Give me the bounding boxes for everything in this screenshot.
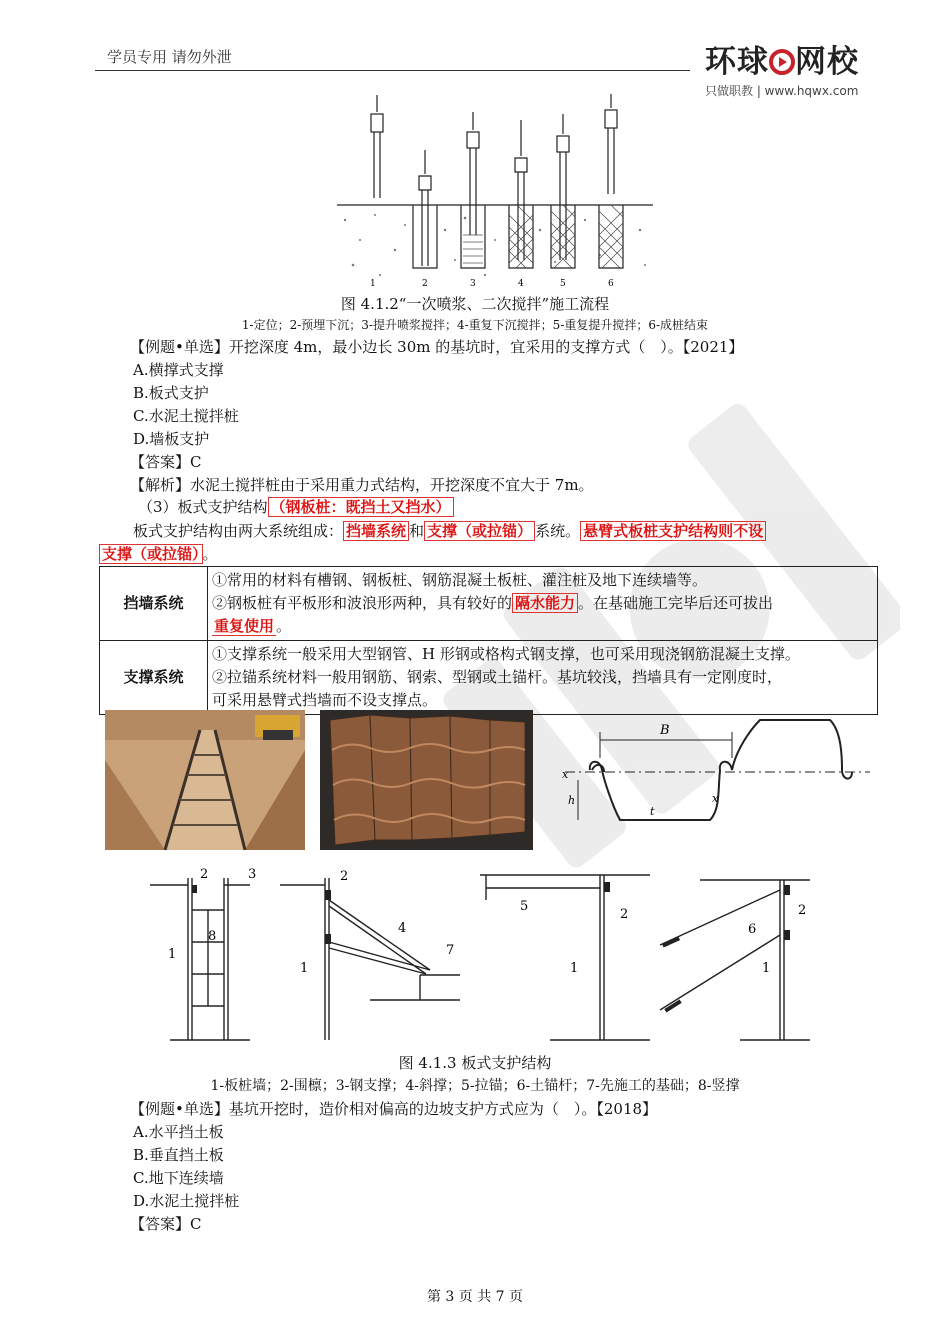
highlight-support-system: 支撑（或拉锚）: [424, 521, 535, 541]
q2-option-a: A.水平挡土板: [133, 1123, 224, 1141]
section-heading: [138, 496, 454, 517]
q1-stem: 【例题•单选】开挖深度 4m，最小边长 30m 的基坑时，宜采用的支撑方式（ ）。【2021】: [130, 338, 744, 356]
fig2-label-2b: 2: [340, 869, 349, 884]
q1-analysis: 【解析】水泥土搅拌桩由于采用重力式结构，开挖深度不宜大于 7m。: [130, 476, 594, 494]
fig2-label-1a: 1: [168, 947, 177, 962]
step-label-1: 1: [370, 279, 376, 289]
header-divider: [95, 70, 690, 71]
section-heading-text: （3）板式支护结构: [138, 498, 268, 516]
play-circle-icon: [769, 49, 795, 75]
table-row: [100, 641, 878, 715]
fig2-label-4: 4: [398, 921, 407, 936]
section-paragraph-line1: 板式支护结构由两大系统组成： 挡墙系统 和 支撑（或拉锚） 系统。 悬臂式板桩支护结构则不设: [133, 520, 766, 541]
profile-label-x-left: x: [562, 768, 569, 781]
table-row-head: 挡墙系统: [100, 567, 208, 641]
q1-option-d: D.墙板支护: [133, 430, 210, 448]
highlight-cantilever-note: 悬臂式板桩支护结构则不设: [580, 521, 766, 541]
q1-option-a: A.横撑式支撑: [133, 361, 224, 379]
fig2-label-8: 8: [208, 929, 217, 944]
sheet-pile-profile-drawing: [560, 710, 880, 840]
highlight-reuse: 重复使用: [214, 617, 275, 635]
figure2-caption: 图 4.1.3 板式支护结构: [398, 1054, 552, 1072]
step-label-2: 2: [422, 279, 428, 289]
fig2-label-1c: 1: [570, 961, 579, 976]
figure1-legend: 1-定位；2-预埋下沉；3-提升喷浆搅拌；4-重复下沉搅拌；5-重复提升搅拌；6-成桩结束: [241, 318, 709, 332]
figure2-legend: 1-板桩墙；2-围檩；3-钢支撑；4-斜撑；5-拉锚；6-土锚杆；7-先施工的基础；8-竖撑: [210, 1078, 740, 1094]
table-row-body: ①支撑系统一般采用大型钢管、H 形钢或格构式钢支撑，也可采用现浇钢筋混凝土支撑。 ②拉锚系统材料一般用钢筋、钢索、型钢或土锚杆。基坑较浅，挡墙具有一定刚度时， 可采用悬臂式挡墙而不设支撑点。: [208, 641, 878, 715]
logo-text-left: 环球: [705, 44, 769, 80]
highlight-support-or-anchor: 支撑（或拉锚）: [99, 544, 203, 564]
table-row-head: 支撑系统: [100, 641, 208, 715]
fig2-label-1d: 1: [762, 961, 771, 976]
step-label-6: 6: [608, 279, 614, 289]
q2-answer: 【答案】C: [130, 1215, 202, 1233]
fig2-label-1b: 1: [300, 961, 309, 976]
q1-option-b: B.板式支护: [133, 384, 209, 402]
table-row: [100, 567, 878, 641]
profile-label-t: t: [650, 805, 655, 818]
sheet-pile-stack-photo: [320, 710, 533, 850]
trench-shoring-photo: [105, 710, 305, 850]
q1-answer: 【答案】C: [130, 453, 202, 471]
figure1-caption: 图 4.1.2“一次喷浆、二次搅拌”施工流程: [340, 295, 610, 313]
step-label-3: 3: [470, 279, 476, 289]
brand-logo: [705, 36, 875, 96]
step-label-4: 4: [518, 279, 524, 289]
header-confidential-note: 学员专用 请勿外泄: [107, 48, 232, 66]
sheet-pile-support-diagram: [130, 860, 810, 1045]
step-label-5: 5: [560, 279, 566, 289]
fig2-label-7: 7: [446, 943, 455, 958]
highlight-waterproof: 隔水能力: [512, 593, 578, 613]
q2-option-b: B.垂直挡土板: [133, 1146, 224, 1164]
table-row-body: ①常用的材料有槽钢、钢板桩、钢筋混凝土板桩、灌注桩及地下连续墙等。 ②钢板桩有平板形和波浪形两种，具有较好的 隔水能力 。在基础施工完毕后还可拔出 重复使用 。: [208, 567, 878, 641]
fig2-label-6: 6: [748, 922, 757, 937]
section-paragraph-line2: 支撑（或拉锚） 。: [99, 543, 218, 564]
fig2-label-2a: 2: [200, 867, 209, 882]
fig2-label-2c: 2: [620, 907, 629, 922]
deep-mixing-process-diagram: [335, 90, 655, 290]
q1-option-c: C.水泥土搅拌桩: [133, 407, 239, 425]
q2-option-c: C.地下连续墙: [133, 1169, 224, 1187]
support-system-table: [99, 566, 878, 715]
profile-label-h: h: [568, 794, 576, 807]
highlight-retaining-system: 挡墙系统: [343, 521, 409, 541]
page-number: 第 3 页 共 7 页: [426, 1289, 524, 1305]
logo-text-right: 网校: [795, 44, 859, 80]
q2-option-d: D.水泥土搅拌桩: [133, 1192, 240, 1210]
profile-label-x-right: x: [712, 792, 719, 805]
q2-stem: 【例题•单选】基坑开挖时，造价相对偏高的边坡支护方式应为（ ）。【2018】: [130, 1100, 658, 1118]
logo-subtitle: 只做职教 | www.hqwx.com: [705, 84, 859, 98]
section-heading-highlight: （钢板桩：既挡土又挡水）: [268, 497, 454, 517]
fig2-label-2d: 2: [798, 903, 807, 918]
fig2-label-3: 3: [248, 867, 257, 882]
profile-label-b: B: [660, 723, 670, 738]
fig2-label-5: 5: [520, 899, 529, 914]
